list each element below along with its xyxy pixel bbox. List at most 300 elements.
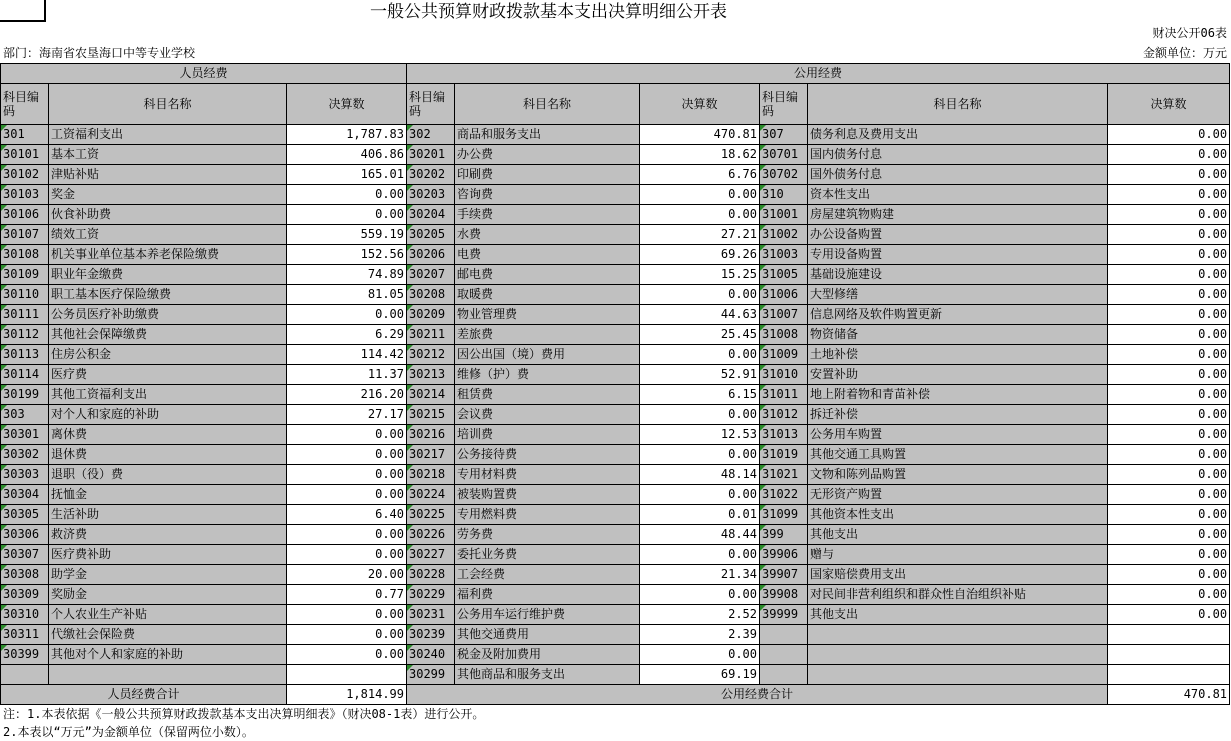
code-cell: 31003 bbox=[760, 245, 808, 265]
table-row bbox=[1, 185, 1230, 205]
name-cell: 工资福利支出 bbox=[49, 125, 287, 145]
name-cell: 公务用车运行维护费 bbox=[455, 605, 640, 625]
amount-cell: 48.14 bbox=[640, 465, 760, 485]
amount-cell bbox=[1108, 645, 1230, 665]
amount-cell: 0.01 bbox=[640, 505, 760, 525]
code-cell: 30204 bbox=[407, 205, 455, 225]
col-name-3: 科目名称 bbox=[808, 84, 1108, 125]
amount-cell: 2.52 bbox=[640, 605, 760, 625]
amount-cell: 216.20 bbox=[287, 385, 407, 405]
name-cell: 福利费 bbox=[455, 585, 640, 605]
name-cell: 其他资本性支出 bbox=[808, 505, 1108, 525]
amount-cell: 0.00 bbox=[1108, 585, 1230, 605]
name-cell: 生活补助 bbox=[49, 505, 287, 525]
name-cell: 专用设备购置 bbox=[808, 245, 1108, 265]
name-cell: 伙食补助费 bbox=[49, 205, 287, 225]
code-cell: 30209 bbox=[407, 305, 455, 325]
name-cell: 被装购置费 bbox=[455, 485, 640, 505]
name-cell: 邮电费 bbox=[455, 265, 640, 285]
table-row bbox=[1, 325, 1230, 345]
table-row bbox=[1, 385, 1230, 405]
name-cell: 差旅费 bbox=[455, 325, 640, 345]
table-row bbox=[1, 345, 1230, 365]
code-cell: 31022 bbox=[760, 485, 808, 505]
amount-cell: 0.00 bbox=[1108, 285, 1230, 305]
table-row bbox=[1, 245, 1230, 265]
table-row bbox=[1, 525, 1230, 545]
code-cell bbox=[1, 665, 49, 685]
table-row bbox=[1, 145, 1230, 165]
amount-cell: 0.00 bbox=[640, 485, 760, 505]
code-cell: 30205 bbox=[407, 225, 455, 245]
amount-cell: 470.81 bbox=[640, 125, 760, 145]
name-cell: 手续费 bbox=[455, 205, 640, 225]
name-cell: 拆迁补偿 bbox=[808, 405, 1108, 425]
code-cell: 30311 bbox=[1, 625, 49, 645]
name-cell: 公务员医疗补助缴费 bbox=[49, 305, 287, 325]
code-cell: 31013 bbox=[760, 425, 808, 445]
note-line: 注：1.本表依据《一般公共预算财政拨款基本支出决算明细表》（财决08-1表）进行公开。 bbox=[3, 707, 485, 721]
amount-cell: 15.25 bbox=[640, 265, 760, 285]
amount-cell: 0.00 bbox=[640, 185, 760, 205]
code-cell: 30227 bbox=[407, 545, 455, 565]
code-cell: 30111 bbox=[1, 305, 49, 325]
name-cell: 地上附着物和青苗补偿 bbox=[808, 385, 1108, 405]
amount-cell: 0.00 bbox=[1108, 445, 1230, 465]
name-cell: 公务接待费 bbox=[455, 445, 640, 465]
name-cell: 其他商品和服务支出 bbox=[455, 665, 640, 685]
amount-cell: 0.00 bbox=[1108, 225, 1230, 245]
personnel-total-label: 人员经费合计 bbox=[1, 685, 287, 705]
table-row bbox=[1, 405, 1230, 425]
name-cell: 债务利息及费用支出 bbox=[808, 125, 1108, 145]
amount-cell: 0.00 bbox=[1108, 165, 1230, 185]
code-cell: 30202 bbox=[407, 165, 455, 185]
notes bbox=[3, 705, 484, 741]
code-cell: 302 bbox=[407, 125, 455, 145]
code-cell: 31011 bbox=[760, 385, 808, 405]
amount-cell: 20.00 bbox=[287, 565, 407, 585]
amount-cell: 0.00 bbox=[640, 205, 760, 225]
amount-cell: 0.00 bbox=[1108, 385, 1230, 405]
name-cell: 个人农业生产补贴 bbox=[49, 605, 287, 625]
table-row bbox=[1, 485, 1230, 505]
code-cell bbox=[760, 645, 808, 665]
name-cell: 专用材料费 bbox=[455, 465, 640, 485]
name-cell: 商品和服务支出 bbox=[455, 125, 640, 145]
name-cell: 救济费 bbox=[49, 525, 287, 545]
amount-cell: 0.00 bbox=[1108, 465, 1230, 485]
code-cell: 30310 bbox=[1, 605, 49, 625]
code-cell: 39908 bbox=[760, 585, 808, 605]
section-public: 公用经费 bbox=[407, 64, 1230, 84]
amount-cell: 27.21 bbox=[640, 225, 760, 245]
code-cell: 30199 bbox=[1, 385, 49, 405]
table-row bbox=[1, 445, 1230, 465]
amount-cell: 0.00 bbox=[1108, 605, 1230, 625]
amount-cell: 0.77 bbox=[287, 585, 407, 605]
code-cell: 30224 bbox=[407, 485, 455, 505]
name-cell: 其他交通工具购置 bbox=[808, 445, 1108, 465]
code-cell: 30103 bbox=[1, 185, 49, 205]
table-row bbox=[1, 545, 1230, 565]
name-cell: 其他支出 bbox=[808, 525, 1108, 545]
code-cell: 30308 bbox=[1, 565, 49, 585]
code-cell: 30302 bbox=[1, 445, 49, 465]
name-cell: 税金及附加费用 bbox=[455, 645, 640, 665]
amount-cell: 0.00 bbox=[1108, 505, 1230, 525]
code-cell: 30228 bbox=[407, 565, 455, 585]
amount-cell: 21.34 bbox=[640, 565, 760, 585]
amount-cell: 0.00 bbox=[287, 185, 407, 205]
amount-cell: 0.00 bbox=[640, 405, 760, 425]
amount-cell: 44.63 bbox=[640, 305, 760, 325]
name-cell: 咨询费 bbox=[455, 185, 640, 205]
section-header-row bbox=[1, 64, 1230, 84]
amount-cell: 559.19 bbox=[287, 225, 407, 245]
code-cell: 30206 bbox=[407, 245, 455, 265]
page-title: 一般公共预算财政拨款基本支出决算明细公开表 bbox=[370, 2, 727, 22]
code-cell: 303 bbox=[1, 405, 49, 425]
public-total-label: 公用经费合计 bbox=[407, 685, 1108, 705]
amount-cell: 6.29 bbox=[287, 325, 407, 345]
code-cell: 30102 bbox=[1, 165, 49, 185]
table-row bbox=[1, 625, 1230, 645]
name-cell: 赠与 bbox=[808, 545, 1108, 565]
amount-cell bbox=[1108, 665, 1230, 685]
table-row bbox=[1, 205, 1230, 225]
code-cell: 30229 bbox=[407, 585, 455, 605]
amount-cell: 0.00 bbox=[640, 545, 760, 565]
amount-cell: 0.00 bbox=[1108, 205, 1230, 225]
amount-cell: 0.00 bbox=[1108, 425, 1230, 445]
code-cell: 30214 bbox=[407, 385, 455, 405]
department-label: 部门：海南省农垦海口中等专业学校 bbox=[3, 46, 196, 60]
code-cell: 31002 bbox=[760, 225, 808, 245]
amount-cell: 152.56 bbox=[287, 245, 407, 265]
name-cell: 代缴社会保险费 bbox=[49, 625, 287, 645]
code-cell: 30114 bbox=[1, 365, 49, 385]
table-row bbox=[1, 505, 1230, 525]
amount-cell: 406.86 bbox=[287, 145, 407, 165]
name-cell: 其他社会保障缴费 bbox=[49, 325, 287, 345]
code-cell: 30303 bbox=[1, 465, 49, 485]
code-cell: 30107 bbox=[1, 225, 49, 245]
code-cell: 31019 bbox=[760, 445, 808, 465]
table-row bbox=[1, 225, 1230, 245]
code-cell: 30207 bbox=[407, 265, 455, 285]
code-cell: 301 bbox=[1, 125, 49, 145]
table-row bbox=[1, 565, 1230, 585]
amount-cell: 0.00 bbox=[1108, 565, 1230, 585]
code-cell: 30306 bbox=[1, 525, 49, 545]
name-cell: 安置补助 bbox=[808, 365, 1108, 385]
name-cell: 电费 bbox=[455, 245, 640, 265]
name-cell: 取暖费 bbox=[455, 285, 640, 305]
name-cell: 对民间非营利组织和群众性自治组织补贴 bbox=[808, 585, 1108, 605]
amount-cell: 0.00 bbox=[1108, 245, 1230, 265]
name-cell: 医疗费 bbox=[49, 365, 287, 385]
name-cell: 奖励金 bbox=[49, 585, 287, 605]
name-cell bbox=[808, 625, 1108, 645]
name-cell: 其他交通费用 bbox=[455, 625, 640, 645]
amount-cell: 0.00 bbox=[640, 285, 760, 305]
name-cell: 资本性支出 bbox=[808, 185, 1108, 205]
code-cell: 31009 bbox=[760, 345, 808, 365]
amount-unit-label: 金额单位：万元 bbox=[1142, 46, 1227, 60]
personnel-total-value: 1,814.99 bbox=[287, 685, 407, 705]
name-cell: 绩效工资 bbox=[49, 225, 287, 245]
name-cell: 土地补偿 bbox=[808, 345, 1108, 365]
code-cell: 30702 bbox=[760, 165, 808, 185]
form-code: 财决公开06表 bbox=[1152, 26, 1227, 40]
name-cell: 文物和陈列品购置 bbox=[808, 465, 1108, 485]
code-cell: 30113 bbox=[1, 345, 49, 365]
code-cell: 30203 bbox=[407, 185, 455, 205]
name-cell: 基础设施建设 bbox=[808, 265, 1108, 285]
amount-cell: 0.00 bbox=[1108, 545, 1230, 565]
code-cell: 39999 bbox=[760, 605, 808, 625]
col-code-3: 科目编码 bbox=[760, 84, 808, 125]
totals-row bbox=[1, 685, 1230, 705]
code-cell: 30112 bbox=[1, 325, 49, 345]
amount-cell: 165.01 bbox=[287, 165, 407, 185]
amount-cell: 0.00 bbox=[287, 485, 407, 505]
table-row bbox=[1, 645, 1230, 665]
table-row bbox=[1, 265, 1230, 285]
name-cell: 工会经费 bbox=[455, 565, 640, 585]
amount-cell: 0.00 bbox=[1108, 365, 1230, 385]
code-cell: 30701 bbox=[760, 145, 808, 165]
code-cell: 30201 bbox=[407, 145, 455, 165]
name-cell: 其他支出 bbox=[808, 605, 1108, 625]
name-cell: 物资储备 bbox=[808, 325, 1108, 345]
amount-cell: 25.45 bbox=[640, 325, 760, 345]
col-name-1: 科目名称 bbox=[49, 84, 287, 125]
code-cell bbox=[760, 625, 808, 645]
code-cell: 30226 bbox=[407, 525, 455, 545]
col-code-2: 科目编码 bbox=[407, 84, 455, 125]
amount-cell: 0.00 bbox=[287, 525, 407, 545]
amount-cell: 27.17 bbox=[287, 405, 407, 425]
code-cell: 31001 bbox=[760, 205, 808, 225]
amount-cell: 0.00 bbox=[287, 205, 407, 225]
name-cell: 奖金 bbox=[49, 185, 287, 205]
amount-cell: 0.00 bbox=[287, 625, 407, 645]
name-cell: 租赁费 bbox=[455, 385, 640, 405]
name-cell: 办公费 bbox=[455, 145, 640, 165]
column-header-row bbox=[1, 84, 1230, 125]
table-row bbox=[1, 605, 1230, 625]
code-cell: 30399 bbox=[1, 645, 49, 665]
amount-cell: 0.00 bbox=[1108, 525, 1230, 545]
amount-cell: 0.00 bbox=[1108, 185, 1230, 205]
amount-cell: 0.00 bbox=[1108, 265, 1230, 285]
amount-cell: 0.00 bbox=[1108, 125, 1230, 145]
public-total-value: 470.81 bbox=[1108, 685, 1230, 705]
name-cell: 津贴补贴 bbox=[49, 165, 287, 185]
code-cell: 30101 bbox=[1, 145, 49, 165]
amount-cell: 11.37 bbox=[287, 365, 407, 385]
code-cell: 39906 bbox=[760, 545, 808, 565]
table-row bbox=[1, 425, 1230, 445]
col-amount-2: 决算数 bbox=[640, 84, 760, 125]
code-cell: 39907 bbox=[760, 565, 808, 585]
code-cell: 30213 bbox=[407, 365, 455, 385]
name-cell bbox=[808, 645, 1108, 665]
code-cell: 30307 bbox=[1, 545, 49, 565]
name-cell: 职业年金缴费 bbox=[49, 265, 287, 285]
name-cell: 委托业务费 bbox=[455, 545, 640, 565]
amount-cell: 0.00 bbox=[287, 465, 407, 485]
name-cell: 房屋建筑物购建 bbox=[808, 205, 1108, 225]
name-cell: 退休费 bbox=[49, 445, 287, 465]
code-cell: 399 bbox=[760, 525, 808, 545]
col-amount-1: 决算数 bbox=[287, 84, 407, 125]
code-cell: 30299 bbox=[407, 665, 455, 685]
amount-cell: 0.00 bbox=[1108, 145, 1230, 165]
name-cell: 国外债务付息 bbox=[808, 165, 1108, 185]
amount-cell: 1,787.83 bbox=[287, 125, 407, 145]
name-cell: 会议费 bbox=[455, 405, 640, 425]
name-cell: 公务用车购置 bbox=[808, 425, 1108, 445]
name-cell bbox=[808, 665, 1108, 685]
amount-cell bbox=[287, 665, 407, 685]
amount-cell: 0.00 bbox=[287, 425, 407, 445]
code-cell: 30216 bbox=[407, 425, 455, 445]
code-cell: 30309 bbox=[1, 585, 49, 605]
code-cell: 30208 bbox=[407, 285, 455, 305]
name-cell: 离休费 bbox=[49, 425, 287, 445]
code-cell: 30301 bbox=[1, 425, 49, 445]
code-cell: 30304 bbox=[1, 485, 49, 505]
code-cell: 30240 bbox=[407, 645, 455, 665]
amount-cell: 52.91 bbox=[640, 365, 760, 385]
code-cell bbox=[760, 665, 808, 685]
name-cell: 医疗费补助 bbox=[49, 545, 287, 565]
code-cell: 31012 bbox=[760, 405, 808, 425]
name-cell: 机关事业单位基本养老保险缴费 bbox=[49, 245, 287, 265]
amount-cell: 0.00 bbox=[640, 645, 760, 665]
name-cell: 因公出国（境）费用 bbox=[455, 345, 640, 365]
amount-cell: 69.26 bbox=[640, 245, 760, 265]
amount-cell: 18.62 bbox=[640, 145, 760, 165]
name-cell: 国内债务付息 bbox=[808, 145, 1108, 165]
table-row bbox=[1, 665, 1230, 685]
amount-cell: 0.00 bbox=[1108, 345, 1230, 365]
amount-cell: 0.00 bbox=[1108, 405, 1230, 425]
table-row bbox=[1, 165, 1230, 185]
amount-cell: 12.53 bbox=[640, 425, 760, 445]
name-cell: 职工基本医疗保险缴费 bbox=[49, 285, 287, 305]
amount-cell: 0.00 bbox=[640, 585, 760, 605]
code-cell: 30211 bbox=[407, 325, 455, 345]
code-cell: 31010 bbox=[760, 365, 808, 385]
table-row bbox=[1, 285, 1230, 305]
amount-cell: 48.44 bbox=[640, 525, 760, 545]
name-cell: 对个人和家庭的补助 bbox=[49, 405, 287, 425]
name-cell: 助学金 bbox=[49, 565, 287, 585]
code-cell: 310 bbox=[760, 185, 808, 205]
name-cell: 无形资产购置 bbox=[808, 485, 1108, 505]
name-cell: 培训费 bbox=[455, 425, 640, 445]
col-name-2: 科目名称 bbox=[455, 84, 640, 125]
col-code-1: 科目编码 bbox=[1, 84, 49, 125]
name-cell: 印刷费 bbox=[455, 165, 640, 185]
code-cell: 307 bbox=[760, 125, 808, 145]
amount-cell: 114.42 bbox=[287, 345, 407, 365]
table-row bbox=[1, 125, 1230, 145]
code-cell: 31099 bbox=[760, 505, 808, 525]
amount-cell: 2.39 bbox=[640, 625, 760, 645]
code-cell: 30217 bbox=[407, 445, 455, 465]
name-cell: 其他工资福利支出 bbox=[49, 385, 287, 405]
code-cell: 30215 bbox=[407, 405, 455, 425]
name-cell: 信息网络及软件购置更新 bbox=[808, 305, 1108, 325]
code-cell: 31007 bbox=[760, 305, 808, 325]
name-cell: 国家赔偿费用支出 bbox=[808, 565, 1108, 585]
name-cell bbox=[49, 665, 287, 685]
name-cell: 大型修缮 bbox=[808, 285, 1108, 305]
name-cell: 抚恤金 bbox=[49, 485, 287, 505]
amount-cell: 6.76 bbox=[640, 165, 760, 185]
amount-cell: 74.89 bbox=[287, 265, 407, 285]
code-cell: 30106 bbox=[1, 205, 49, 225]
table-row bbox=[1, 585, 1230, 605]
name-cell: 专用燃料费 bbox=[455, 505, 640, 525]
code-cell: 30110 bbox=[1, 285, 49, 305]
name-cell: 物业管理费 bbox=[455, 305, 640, 325]
expenditure-table bbox=[0, 63, 1230, 705]
col-amount-3: 决算数 bbox=[1108, 84, 1230, 125]
name-cell: 基本工资 bbox=[49, 145, 287, 165]
amount-cell: 69.19 bbox=[640, 665, 760, 685]
name-cell: 劳务费 bbox=[455, 525, 640, 545]
code-cell: 30239 bbox=[407, 625, 455, 645]
table-row bbox=[1, 465, 1230, 485]
amount-cell: 0.00 bbox=[287, 445, 407, 465]
name-cell: 维修（护）费 bbox=[455, 365, 640, 385]
amount-cell: 81.05 bbox=[287, 285, 407, 305]
amount-cell: 0.00 bbox=[287, 645, 407, 665]
code-cell: 30212 bbox=[407, 345, 455, 365]
amount-cell bbox=[1108, 625, 1230, 645]
amount-cell: 0.00 bbox=[287, 545, 407, 565]
amount-cell: 0.00 bbox=[1108, 325, 1230, 345]
amount-cell: 6.40 bbox=[287, 505, 407, 525]
code-cell: 31008 bbox=[760, 325, 808, 345]
amount-cell: 6.15 bbox=[640, 385, 760, 405]
amount-cell: 0.00 bbox=[1108, 485, 1230, 505]
table-row bbox=[1, 365, 1230, 385]
code-cell: 31021 bbox=[760, 465, 808, 485]
note-line: 2.本表以“万元”为金额单位（保留两位小数）。 bbox=[3, 725, 254, 739]
amount-cell: 0.00 bbox=[287, 605, 407, 625]
name-cell: 退职（役）费 bbox=[49, 465, 287, 485]
section-personnel: 人员经费 bbox=[1, 64, 407, 84]
amount-cell: 0.00 bbox=[1108, 305, 1230, 325]
name-cell: 住房公积金 bbox=[49, 345, 287, 365]
amount-cell: 0.00 bbox=[640, 345, 760, 365]
code-cell: 30218 bbox=[407, 465, 455, 485]
code-cell: 30109 bbox=[1, 265, 49, 285]
code-cell: 30231 bbox=[407, 605, 455, 625]
code-cell: 31005 bbox=[760, 265, 808, 285]
code-cell: 30108 bbox=[1, 245, 49, 265]
code-cell: 31006 bbox=[760, 285, 808, 305]
name-cell: 办公设备购置 bbox=[808, 225, 1108, 245]
code-cell: 30305 bbox=[1, 505, 49, 525]
